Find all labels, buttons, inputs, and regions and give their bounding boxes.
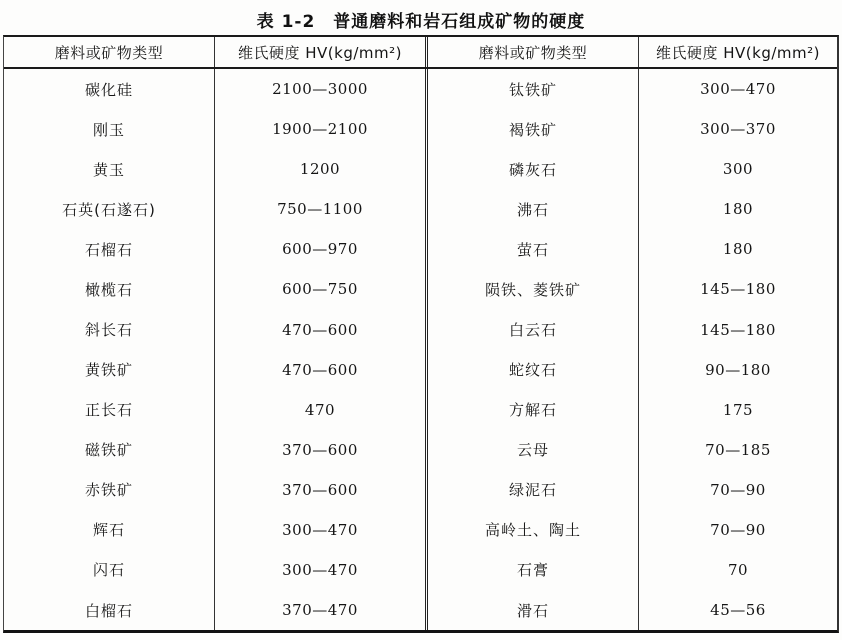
mineral-name-cell: 石英(石遂石) <box>4 189 215 229</box>
table-row <box>4 109 837 149</box>
table-row <box>4 430 837 470</box>
mineral-name-cell: 磁铁矿 <box>4 430 215 470</box>
mineral-name-cell: 绿泥石 <box>428 470 639 510</box>
mineral-name-cell: 斜长石 <box>4 309 215 349</box>
hardness-value-cell: 370—600 <box>215 470 428 510</box>
mineral-name-cell: 黄铁矿 <box>4 350 215 390</box>
hardness-value-cell: 175 <box>722 400 754 419</box>
table-row <box>4 390 837 430</box>
table-row <box>4 550 837 590</box>
hardness-value-cell: 180 <box>722 240 754 259</box>
hardness-value-cell: 90—180 <box>705 360 771 379</box>
mineral-name-cell: 白云石 <box>428 309 639 349</box>
hardness-value-cell: 300—470 <box>215 550 428 590</box>
table-title: 表 1-2 普通磨料和岩石组成矿物的硬度 <box>256 12 586 32</box>
mineral-name-cell: 闪石 <box>4 550 215 590</box>
table-row <box>4 229 837 269</box>
mineral-name-cell: 陨铁、菱铁矿 <box>428 269 639 309</box>
hardness-value-cell: 70—90 <box>710 480 766 499</box>
mineral-name-cell: 蛇纹石 <box>428 350 639 390</box>
header-cell: 磨料或矿物类型 <box>4 37 215 67</box>
mineral-name-cell: 正长石 <box>4 390 215 430</box>
hardness-value-cell: 1200 <box>215 149 428 189</box>
hardness-value-cell: 470—600 <box>215 350 428 390</box>
hardness-value-cell: 300 <box>722 160 754 179</box>
table-row <box>4 189 837 229</box>
hardness-value-cell: 1900—2100 <box>215 109 428 149</box>
table-row <box>4 269 837 309</box>
mineral-name-cell: 石膏 <box>428 550 639 590</box>
hardness-value-cell: 45—56 <box>710 601 766 620</box>
hardness-value-cell: 180 <box>722 200 754 219</box>
table-row <box>4 510 837 550</box>
hardness-value-cell: 300—470 <box>215 510 428 550</box>
mineral-name-cell: 滑石 <box>428 590 639 630</box>
table-row <box>4 69 837 109</box>
mineral-name-cell: 高岭土、陶土 <box>428 510 639 550</box>
table-row <box>4 309 837 349</box>
table-row <box>4 350 837 390</box>
mineral-name-cell: 辉石 <box>4 510 215 550</box>
mineral-name-cell: 刚玉 <box>4 109 215 149</box>
mineral-name-cell: 磷灰石 <box>428 149 639 189</box>
hardness-value-cell: 600—750 <box>215 269 428 309</box>
hardness-value-cell: 300—370 <box>700 120 776 139</box>
table-row <box>4 149 837 189</box>
hardness-value-cell: 70 <box>727 560 749 579</box>
table-row <box>4 590 837 630</box>
mineral-name-cell: 萤石 <box>428 229 639 269</box>
table-row <box>4 470 837 510</box>
header-cell: 维氏硬度 HV(kg/mm²) <box>215 37 428 67</box>
mineral-name-cell: 方解石 <box>428 390 639 430</box>
mineral-name-cell: 钛铁矿 <box>428 69 639 109</box>
hardness-table <box>3 35 839 633</box>
mineral-name-cell: 褐铁矿 <box>428 109 639 149</box>
mineral-name-cell: 石榴石 <box>4 229 215 269</box>
mineral-name-cell: 橄榄石 <box>4 269 215 309</box>
hardness-value-cell: 145—180 <box>700 320 776 339</box>
mineral-name-cell: 碳化硅 <box>4 69 215 109</box>
mineral-name-cell: 赤铁矿 <box>4 470 215 510</box>
header-cell: 磨料或矿物类型 <box>428 37 639 67</box>
hardness-value-cell: 600—970 <box>215 229 428 269</box>
hardness-value-cell: 145—180 <box>700 280 776 299</box>
mineral-name-cell: 白榴石 <box>4 590 215 630</box>
table-header-row <box>4 37 837 69</box>
header-cell: 维氏硬度 HV(kg/mm²) <box>655 43 820 62</box>
hardness-value-cell: 70—90 <box>710 520 766 539</box>
hardness-value-cell: 370—470 <box>215 590 428 630</box>
mineral-name-cell: 云母 <box>428 430 639 470</box>
hardness-value-cell: 2100—3000 <box>215 69 428 109</box>
hardness-value-cell: 750—1100 <box>215 189 428 229</box>
mineral-name-cell: 黄玉 <box>4 149 215 189</box>
hardness-value-cell: 300—470 <box>700 80 776 99</box>
hardness-value-cell: 470—600 <box>215 309 428 349</box>
hardness-value-cell: 70—185 <box>705 440 771 459</box>
hardness-value-cell: 470 <box>215 390 428 430</box>
mineral-name-cell: 沸石 <box>428 189 639 229</box>
hardness-value-cell: 370—600 <box>215 430 428 470</box>
